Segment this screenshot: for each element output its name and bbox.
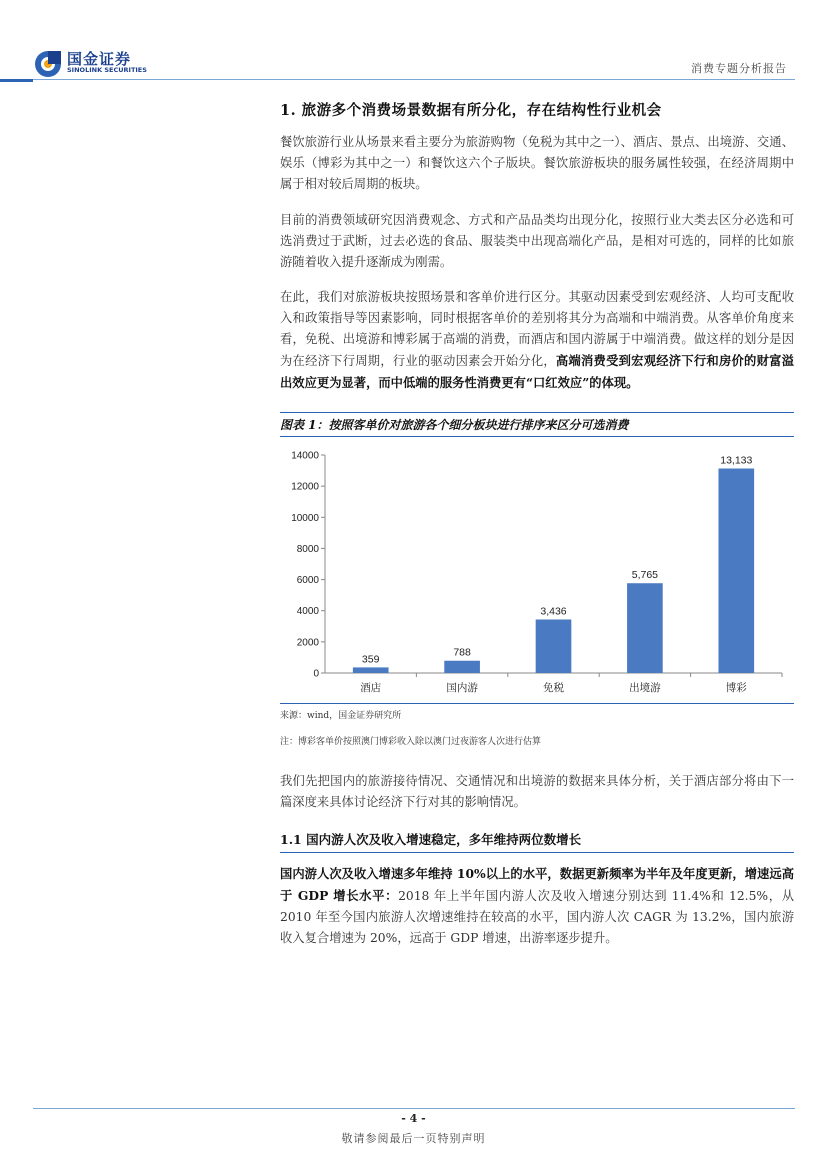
footer-disclaimer: 敬请参阅最后一页特别声明 xyxy=(341,1132,486,1145)
sinolink-logo-icon xyxy=(33,49,63,79)
y-tick-label: 14000 xyxy=(291,450,319,462)
page-number: - 4 - xyxy=(401,1112,426,1125)
figure-note: 注：博彩客单价按照澳门博彩收入除以澳门过夜游客人次进行估算 xyxy=(280,737,542,747)
paragraph-2: 目前的消费领域研究因消费观念、方式和产品品类均出现分化，按照行业大类去区分必选和可选消费过于武断，过去必选的食品、服装类中出现高端化产品，是相对可选的，同样的比如旅游随着收入提升逐渐成为刚需。 xyxy=(280,213,794,269)
y-tick-label: 0 xyxy=(313,668,319,680)
bar xyxy=(718,469,754,673)
paragraph-3-text: 在此，我们对旅游板块按照场景和客单价进行区分。其驱动因素受到宏观经济、人均可支配收入和政策指导等因素影响，同时根据客单价的差别将其分为高端和中端消费。从客单价角度来看，免税、出境游和博彩属于高端的消费，而酒店和国内游属于中端消费。做这样的划分是因为在经济下行周期，行业的驱动因素会开始分化， xyxy=(280,290,794,368)
figure-title-rule xyxy=(280,436,794,437)
paragraph-3-emphasis: 高端消费受到宏观经济下行和房价的财富溢出效应更为显著，而中低端的服务性消费更有“口红效应”的体现。 xyxy=(280,353,794,390)
y-tick-label: 8000 xyxy=(296,543,319,555)
section-title: 1. 旅游多个消费场景数据有所分化，存在结构性行业机会 xyxy=(280,102,662,119)
figure-title: 图表 1：按照客单价对旅游各个细分板块进行排序来区分可选消费 xyxy=(280,418,629,432)
logo-chinese-name: 国金证券 xyxy=(67,50,132,68)
subsection-rule xyxy=(280,852,794,853)
paragraph-3 xyxy=(280,287,794,394)
y-tick-label: 10000 xyxy=(291,512,319,524)
page-header xyxy=(0,0,827,82)
bar-chart xyxy=(280,440,794,702)
bar-value-label: 3,436 xyxy=(540,605,567,618)
y-tick-label: 12000 xyxy=(291,481,319,493)
bar-value-label: 359 xyxy=(361,653,380,666)
bar xyxy=(353,667,389,673)
x-category-label: 免税 xyxy=(543,682,564,694)
figure-bottom-rule xyxy=(280,703,794,704)
y-tick-label: 2000 xyxy=(296,637,319,649)
subsection-title: 1.1 国内游人次及收入增速稳定，多年维持两位数增长 xyxy=(280,832,582,847)
bar xyxy=(444,661,480,673)
bar-series xyxy=(353,455,782,694)
bar-value-label: 788 xyxy=(453,646,471,659)
paragraph-4: 我们先把国内的旅游接待情况、交通情况和出境游的数据来具体分析，关于酒店部分将由下一篇深度来具体讨论经济下行对其的影响情况。 xyxy=(280,774,794,809)
paragraph-5-emphasis: 国内游人次及收入增速多年维持 10%以上的水平，数据更新频率为半年及年度更新，增速远高于 GDP 增长水平： xyxy=(280,866,794,903)
header-accent-bar xyxy=(0,79,33,82)
logo-english-name: SINOLINK SECURITIES xyxy=(67,66,147,74)
y-tick-label: 4000 xyxy=(296,606,319,618)
company-logo xyxy=(33,44,153,80)
x-category-label: 酒店 xyxy=(360,682,382,694)
bar-value-label: 5,765 xyxy=(631,569,659,582)
bar xyxy=(627,583,663,673)
x-category-label: 博彩 xyxy=(725,682,747,694)
bar-value-label: 13,133 xyxy=(720,454,753,467)
figure-top-rule xyxy=(280,412,794,413)
x-category-label: 国内游 xyxy=(446,682,478,694)
figure-source: 来源：wind，国金证券研究所 xyxy=(280,711,402,721)
report-type-label: 消费专题分析报告 xyxy=(691,62,787,75)
y-tick-label: 6000 xyxy=(296,575,319,587)
x-category-label: 出境游 xyxy=(629,682,661,694)
paragraph-5-text: 2018 年上半年国内游人次及收入增速分别达到 11.4%和 12.5%，从 2010 年至今国内旅游人次增速维持在较高的水平，国内游人次 CAGR 为 13.2%，国内旅游收入复合增速为 20%，远高于 GDP 增速，出游率逐步提升。 xyxy=(280,889,794,945)
paragraph-1: 餐饮旅游行业从场景来看主要分为旅游购物（免税为其中之一）、酒店、景点、出境游、交通、娱乐（博彩为其中之一）和餐饮这六个子版块。餐饮旅游板块的服务属性较强，在经济周期中属于相对较后周期的板块。 xyxy=(280,135,794,191)
paragraph-5 xyxy=(280,863,794,949)
header-divider xyxy=(33,79,795,80)
bar xyxy=(536,619,572,673)
footer-divider xyxy=(33,1108,795,1109)
